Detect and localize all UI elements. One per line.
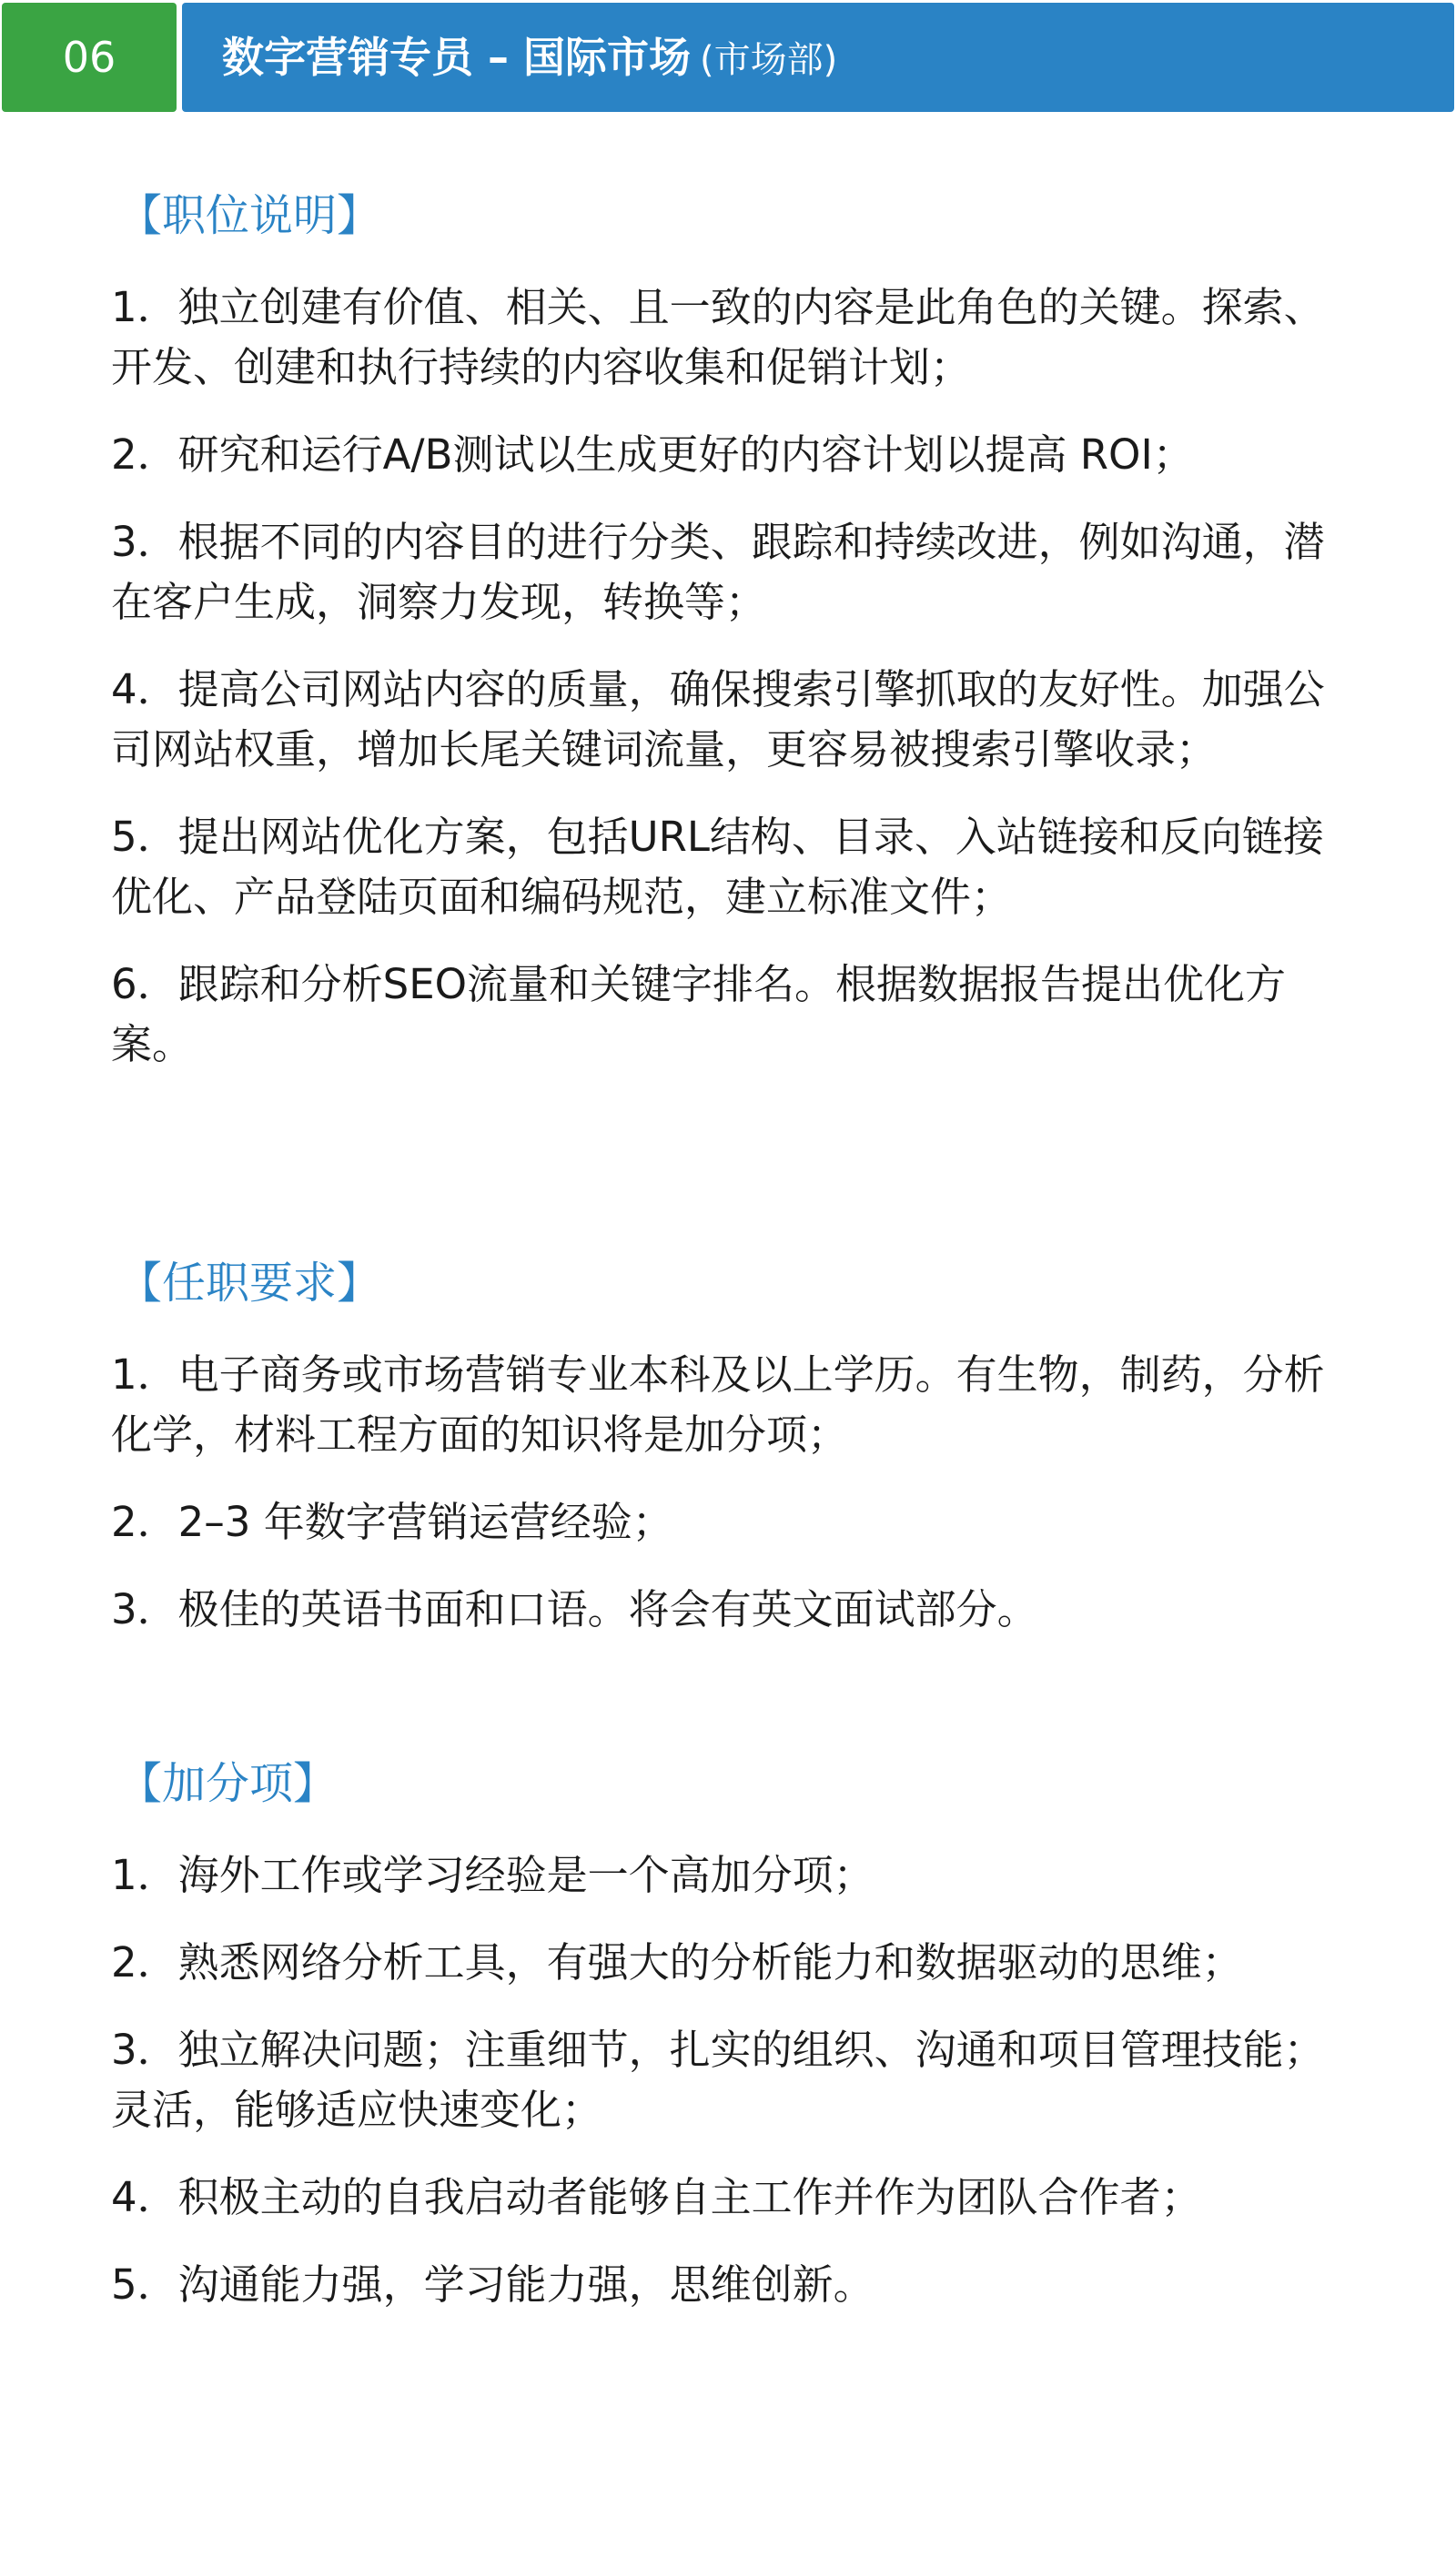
list-item: 4．提高公司网站内容的质量，确保搜索引擎抓取的友好性。加强公司网站权重，增加长尾关键词流量，更容易被搜索引擎收录；	[111, 665, 1325, 773]
section-title: 【加分项】	[118, 1758, 338, 1809]
job-title: 数字营销专员 – 国际市场	[222, 33, 692, 82]
job-title-banner	[182, 3, 1454, 112]
list-item: 1．独立创建有价值、相关、且一致的内容是此角色的关键。探索、开发、创建和执行持续的内容收集和促销计划；	[111, 283, 1325, 391]
section-number-badge: 06	[2, 3, 177, 112]
list-item: 6．跟踪和分析SEO流量和关键字排名。根据数据报告提出优化方案。	[111, 960, 1287, 1068]
list-item: 1．海外工作或学习经验是一个高加分项；	[111, 1851, 875, 1899]
list-item: 5．沟通能力强，学习能力强，思维创新。	[111, 2260, 875, 2309]
department-label: (市场部)	[700, 39, 838, 81]
list-item: 2．2–3 年数字营销运营经验；	[111, 1498, 673, 1546]
item-list	[111, 1845, 1349, 2342]
page-header	[0, 0, 1456, 115]
list-item: 2．熟悉网络分析工具，有强大的分析能力和数据驱动的思维；	[111, 1938, 1243, 1987]
section-title: 【任职要求】	[118, 1258, 381, 1309]
list-item: 3．根据不同的内容目的进行分类、跟踪和持续改进，例如沟通，潜在客户生成，洞察力发现，转换等；	[111, 518, 1325, 626]
list-item: 1．电子商务或市场营销专业本科及以上学历。有生物，制药，分析化学，材料工程方面的知识将是加分项；	[111, 1350, 1325, 1459]
list-item: 4．积极主动的自我启动者能够自主工作并作为团队合作者；	[111, 2173, 1202, 2221]
list-item: 3．独立解决问题；注重细节，扎实的组织、沟通和项目管理技能；灵活，能够适应快速变化；	[111, 2026, 1325, 2134]
item-list	[111, 1345, 1349, 1667]
list-item: 5．提出网站优化方案，包括URL结构、目录、入站链接和反向链接优化、产品登陆页面和编码规范，建立标准文件；	[111, 813, 1324, 921]
list-item: 3．极佳的英语书面和口语。将会有英文面试部分。	[111, 1585, 1038, 1633]
list-item: 2．研究和运行A/B测试以生成更好的内容计划以提高 ROI；	[111, 430, 1194, 479]
item-list	[111, 278, 1349, 1102]
section-title: 【职位说明】	[118, 190, 381, 241]
